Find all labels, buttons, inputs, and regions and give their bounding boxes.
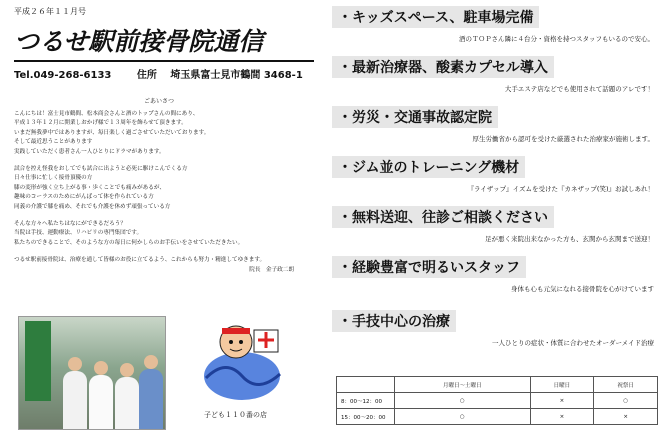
greeting-line: こんにちは！富士見市鶴間、松本商会さんと酒のトップさんの間にあり、: [14, 111, 199, 117]
feature-desc: 足が悪く来院出来なかった方も、玄関から玄関まで送迎！: [485, 235, 654, 243]
table-row: [337, 393, 658, 409]
feature-desc: 一人ひとりの症状・体質に合わせたオーダーメイド治療: [491, 339, 654, 347]
mascot-caption: 子ども１１０番の店: [204, 411, 267, 419]
table-cell: 15：00～20：00: [337, 409, 395, 425]
staff-head: [68, 357, 82, 371]
feature-item: [332, 106, 654, 143]
clinic-sign: [25, 321, 51, 401]
greeting-line: いまだ無我夢中ではありますが、毎日楽しく過ごさせていただいております。: [14, 129, 210, 136]
staff-head: [120, 363, 134, 377]
table-header-cell: 祝祭日: [594, 377, 658, 393]
mascot-illustration: [196, 318, 288, 404]
left-column: [0, 0, 318, 438]
greeting-line: 平成１３年１２月に開業しおかげ様で１３周年を飾らせて頂きます。: [14, 120, 187, 127]
table-cell: ×: [530, 393, 594, 409]
feature-title: ・経験豊富で明るいスタッフ: [332, 256, 526, 278]
greeting-line: 実践していただく患者さん一人ひとりにドラマがあります。: [14, 148, 165, 155]
greeting-body: [14, 110, 314, 275]
staff-person: [63, 371, 87, 429]
table-header-cell: 日曜日: [530, 377, 594, 393]
feature-title: ・キッズスペース、駐車場完備: [332, 6, 539, 28]
staff-person: [139, 369, 163, 429]
feature-desc: 大手エステ店などでも使用されて話題のアレです！: [504, 85, 654, 93]
greeting-line: 膝の変形が強く立ち上がる事・歩くことでも痛みがあるが、: [14, 184, 166, 191]
feature-item: [332, 6, 654, 43]
staff-head: [94, 361, 108, 375]
feature-title: ・無料送迎、往診ご相談ください: [332, 206, 554, 228]
table-cell: ×: [530, 409, 594, 425]
feature-item: [332, 206, 654, 243]
feature-desc: 身体も心も元気になれる接骨院を心がけています: [511, 285, 654, 293]
address-label: 住所: [136, 70, 157, 81]
staff-head: [144, 355, 158, 369]
table-cell: ○: [395, 393, 531, 409]
issue-date: 平成２６年１１月号: [14, 7, 86, 16]
table-cell: 8：00～12：00: [337, 393, 395, 409]
feature-desc: 酒のＴＯＰさん隣に４台分・資格を持つスタッフもいるので安心。: [459, 35, 654, 43]
feature-item: [332, 56, 654, 93]
table-header-cell: [337, 377, 395, 393]
feature-title: ・最新治療器、酸素カプセル導入: [332, 56, 554, 78]
greeting-line: つるせ駅前接骨院は、治療を通して皆様のお役に立てるよう、これからも努力・精進してゆきます。: [14, 257, 266, 264]
feature-title: ・手技中心の治療: [332, 310, 456, 332]
newsletter-title: つるせ駅前接骨院通信: [14, 22, 314, 62]
address: 埼玉県富士見市鶴間 3468-1: [170, 70, 303, 81]
greeting-line: 趣味のコーラスのためにがんばって体を作られている方: [14, 194, 154, 201]
greeting-line: 同義の介護で膝を痛め、それでも介護を休めず頑張っている方: [14, 203, 171, 210]
staff-person: [115, 377, 139, 429]
signature: 院長 金子政二朗: [249, 266, 294, 273]
feature-item: [332, 156, 654, 193]
greeting-line: そんな方々へ私たちはなにができるだろう？: [14, 221, 126, 228]
staff-person: [89, 375, 113, 429]
table-cell: ○: [594, 393, 658, 409]
feature-desc: 『ライザップ』イズムを受けた『カネザップ(笑)』お試しあれ！: [467, 185, 654, 193]
phone-number: Tel.049-268-6133: [14, 70, 112, 81]
table-row: [337, 409, 658, 425]
business-hours-table: [336, 376, 658, 425]
contact-line: [14, 66, 314, 81]
greeting-heading: ごあいさつ: [143, 98, 174, 105]
greeting-line: 私たちのできることで、そのような方の毎日に何かしらのお手伝いをさせていただきたい。: [14, 239, 244, 246]
feature-desc: 厚生労働省から認可を受けた厳選された治療家が施術します。: [472, 135, 654, 143]
greeting-line: 試合を控え怪我をおしてでも試合に出ようと必死に駆けこんでくる方: [14, 166, 188, 173]
right-column: [322, 0, 660, 438]
table-cell: ×: [594, 409, 658, 425]
table-row: [337, 377, 658, 393]
feature-item: [332, 256, 654, 293]
feature-title: ・労災・交通事故認定院: [332, 106, 498, 128]
greeting-line: そして最近思うことがあります: [14, 139, 93, 146]
feature-item: [332, 310, 654, 347]
staff-photo: [18, 316, 166, 430]
feature-title: ・ジム並のトレーニング機材: [332, 156, 525, 178]
table-cell: ○: [395, 409, 531, 425]
greeting-line: 日々仕事に忙しく接骨頂優の方: [14, 175, 93, 182]
table-header-cell: 月曜日～土曜日: [395, 377, 531, 393]
greeting-line: 当院は手技、運動療法、リハビリの専門集団です。: [14, 230, 143, 237]
